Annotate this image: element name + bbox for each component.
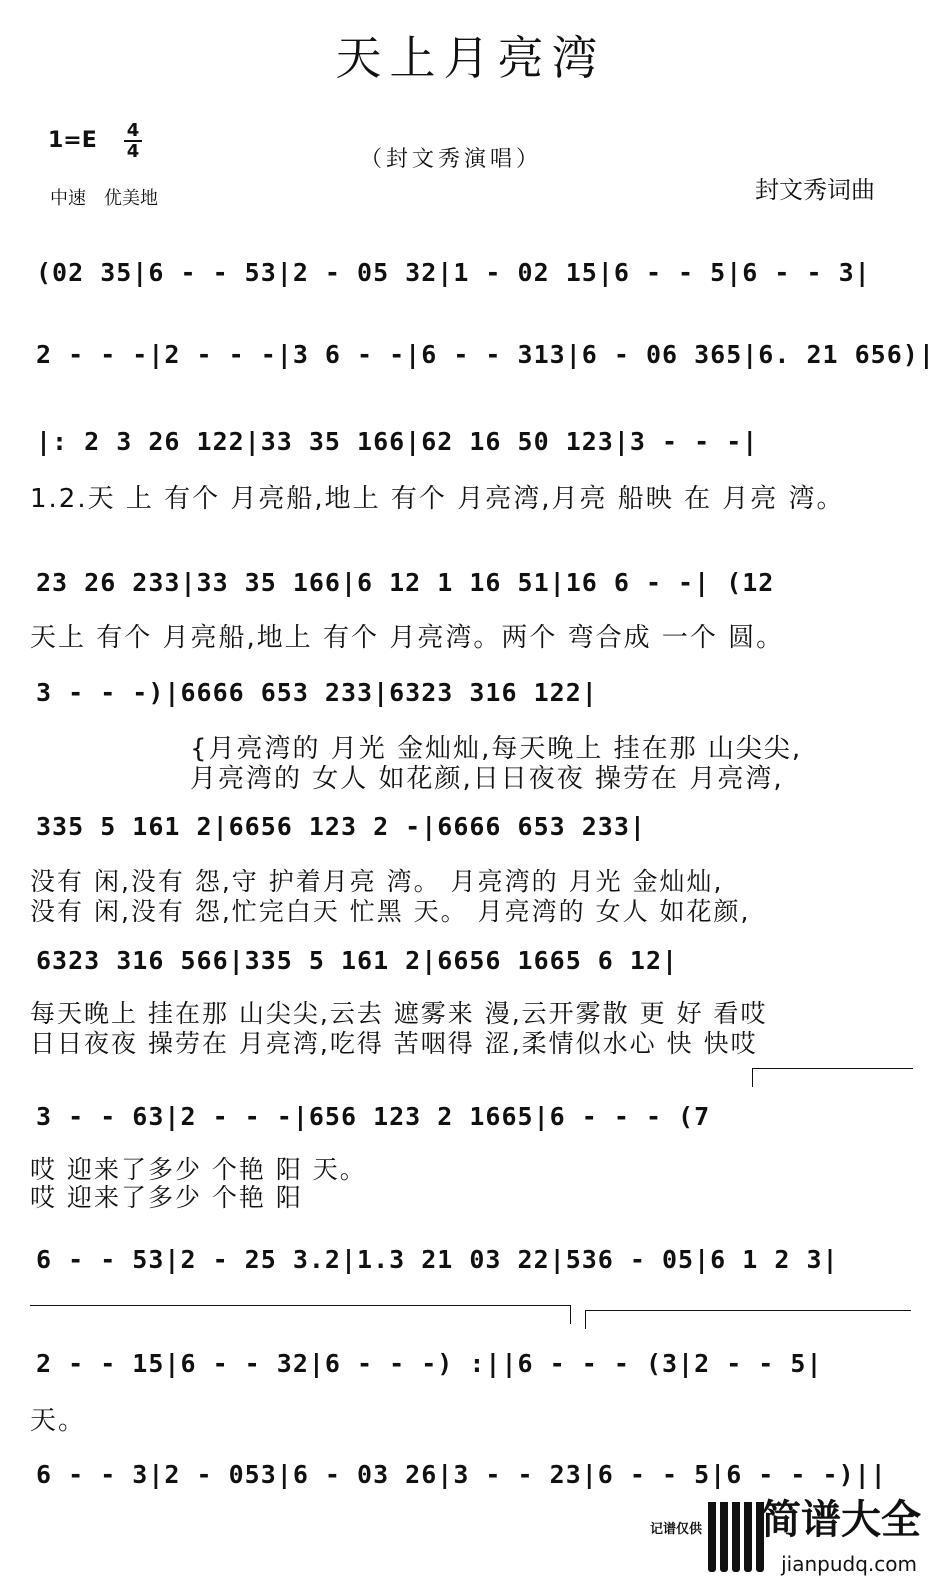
lyric-row-5-verse-2: 月亮湾的 女人 如花颜,日日夜夜 操劳在 月亮湾, [190, 764, 784, 794]
score-row-3: |: 2 3 26 122|33 35 166|62 16 50 123|3 - - -| [36, 427, 759, 456]
score-row-4: 23 26 233|33 35 166|6 12 1 16 51|16 6 - -| (12 [36, 568, 775, 597]
singer-credit: （封文秀演唱） [360, 147, 543, 172]
lyric-row-3: 1.2.天 上 有个 月亮船,地上 有个 月亮湾,月亮 船映 在 月亮 湾。 [30, 484, 845, 514]
footer-note: 记谱仅供 [650, 1522, 703, 1537]
time-signature [124, 122, 142, 160]
score-row-5: 3 - - -)|6666 653 233|6323 316 122| [36, 678, 598, 707]
key-signature: 1=E [48, 128, 97, 153]
score-row-8: 3 - - 63|2 - - -|656 123 2 1665|6 - - - (7 [36, 1102, 711, 1131]
lyric-row-6-verse-1: 没有 闲,没有 怨,守 护着月亮 湾。 月亮湾的 月光 金灿灿, [30, 867, 724, 896]
first-ending-bracket [752, 1068, 913, 1087]
piano-logo-icon [708, 1502, 768, 1572]
lyric-row-8-verse-1: 哎 迎来了多少 个艳 阳 天。 [30, 1155, 367, 1184]
score-row-7: 6323 316 566|335 5 161 2|6656 1665 6 12| [36, 946, 679, 975]
time-signature-bottom: 4 [126, 141, 140, 162]
score-row-11: 6 - - 3|2 - 053|6 - 03 26|3 - - 23|6 - - 5|6 - - -)|| [36, 1460, 887, 1489]
watermark-text: 简谱大全 [761, 1497, 921, 1543]
tempo-marking: 中速 优美地 [50, 188, 158, 209]
score-row-9: 6 - - 53|2 - 25 3.2|1.3 21 03 22|536 - 05|6 1 2 3| [36, 1245, 839, 1274]
lyric-row-10: 天。 [30, 1406, 87, 1436]
lyric-row-7-verse-2: 日日夜夜 操劳在 月亮湾,吃得 苦咽得 涩,柔情似水心 快 快哎 [30, 1029, 758, 1058]
second-ending-bracket [585, 1310, 911, 1329]
first-ending-bracket-continued [30, 1305, 571, 1324]
score-row-1: (02 35|6 - - 53|2 - 05 32|1 - 02 15|6 - - 5|6 - - 3| [36, 258, 871, 287]
watermark-url: jianpudq.com [781, 1552, 917, 1576]
lyric-row-7-verse-1: 每天晚上 挂在那 山尖尖,云去 遮雾来 漫,云开雾散 更 好 看哎 [30, 999, 768, 1028]
lyric-row-4: 天上 有个 月亮船,地上 有个 月亮湾。两个 弯合成 一个 圆。 [30, 623, 785, 653]
song-title: 天上月亮湾 [335, 31, 606, 85]
lyric-row-6-verse-2: 没有 闲,没有 怨,忙完白天 忙黑 天。 月亮湾的 女人 如花颜, [30, 897, 751, 926]
score-row-6: 335 5 161 2|6656 123 2 -|6666 653 233| [36, 812, 646, 841]
lyric-row-8-verse-2: 哎 迎来了多少 个艳 阳 [30, 1183, 303, 1212]
composer-credit: 封文秀词曲 [755, 176, 875, 204]
time-signature-top: 4 [126, 120, 140, 141]
lyric-row-5-verse-1: {月亮湾的 月光 金灿灿,每天晚上 挂在那 山尖尖, [190, 734, 803, 764]
score-row-10: 2 - - 15|6 - - 32|6 - - -) :||6 - - - (3|2 - - 5| [36, 1349, 823, 1378]
score-row-2: 2 - - -|2 - - -|3 6 - -|6 - - 313|6 - 06 365|6. 21 656)| [36, 340, 935, 369]
